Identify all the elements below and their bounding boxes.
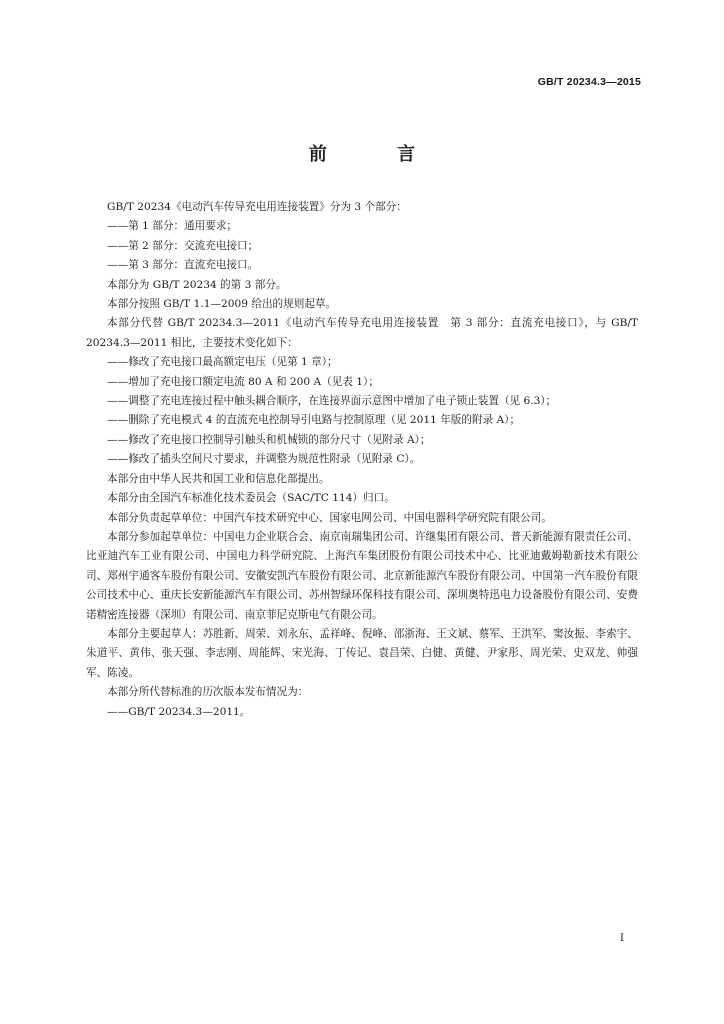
paragraph-proposed-by: 本部分由中华人民共和国工业和信息化部提出。: [107, 472, 330, 485]
list-item-change-5: ——修改了充电接口控制导引触头和机械锁的部分尺寸（见附录 A）；: [107, 433, 431, 446]
paragraph-drafting-rules: 本部分按照 GB/T 1.1—2009 给出的规则起草。: [107, 298, 337, 311]
standard-code: GB/T 20234.3—2015: [537, 76, 641, 88]
list-item-change-3: ——调整了充电连接过程中触头耦合顺序，在连接界面示意图中增加了电子锁止装置（见 6.3）；: [107, 395, 557, 408]
list-item-part-1: ——第 1 部分：通用要求；: [107, 220, 238, 233]
list-item-change-2: ——增加了充电接口额定电流 80 A 和 200 A（见表 1）；: [107, 375, 379, 388]
page-number: I: [619, 932, 624, 944]
paragraph-part-statement: 本部分为 GB/T 20234 的第 3 部分。: [107, 278, 287, 291]
document-body: [86, 198, 638, 722]
list-item-change-4: ——删除了充电模式 4 的直流充电控制导引电路与控制原理（见 2011 年版的附录 A）；: [107, 414, 521, 427]
list-item-part-2: ——第 2 部分：交流充电接口；: [107, 239, 259, 252]
paragraph-participating-drafters: 本部分参加起草单位：中国电力企业联合会、南京南瑞集团公司、许继集团有限公司、普天新能源有限责任公司、比亚迪汽车工业有限公司、中国电力科学研究院、上海汽车集团股份有限公司技术中心、比亚迪戴姆勒新技术有限公司、郑州宇通客车股份有限公司、安徽安凯汽车股份有限公司、北京新能源汽车股份有限公司、中国第一汽车股份有限公司技术中心、重庆长安新能源汽车有限公司、苏州智绿环保科技有限公司、深圳奥特迅电力设备股份有限公司、安费诺精密连接器（深圳）有限公司、南京菲尼克斯电气有限公司。: [86, 530, 638, 621]
list-item-previous-edition: ——GB/T 20234.3—2011。: [107, 705, 251, 718]
paragraph-main-drafters: 本部分主要起草人：苏胜新、周荣、刘永东、孟祥峰、倪峰、邵浙海、王文斌、蔡军、王洪军、窦汝振、李索宇、朱道平、黄伟、张天强、李志刚、周能辉、宋光海、丁传记、袁昌荣、白健、黄健、尹家彤、周光荣、史双龙、帅强军、陈凌。: [86, 627, 638, 679]
page-title: 前 言: [308, 144, 448, 165]
paragraph-replaces: 本部分代替 GB/T 20234.3—2011《电动汽车传导充电用连接装置 第 3 部分：直流充电接口》，与 GB/T 20234.3—2011 相比，主要技术变化如下：: [86, 317, 638, 349]
paragraph-previous-editions: 本部分所代替标准的历次版本发布情况为：: [107, 686, 309, 699]
paragraph-under-jurisdiction: 本部分由全国汽车标准化技术委员会（SAC/TC 114）归口。: [107, 492, 395, 505]
list-item-part-3: ——第 3 部分：直流充电接口。: [107, 259, 259, 272]
list-item-change-1: ——修改了充电接口最高额定电压（见第 1 章）；: [107, 356, 338, 369]
list-item-change-6: ——修改了插头空间尺寸要求，并调整为规范性附录（见附录 C）。: [107, 453, 421, 466]
paragraph-intro: GB/T 20234《电动汽车传导充电用连接装置》分为 3 个部分：: [107, 201, 407, 213]
paragraph-lead-drafters: 本部分负责起草单位：中国汽车技术研究中心、国家电网公司、中国电器科学研究院有限公司。: [107, 511, 552, 524]
